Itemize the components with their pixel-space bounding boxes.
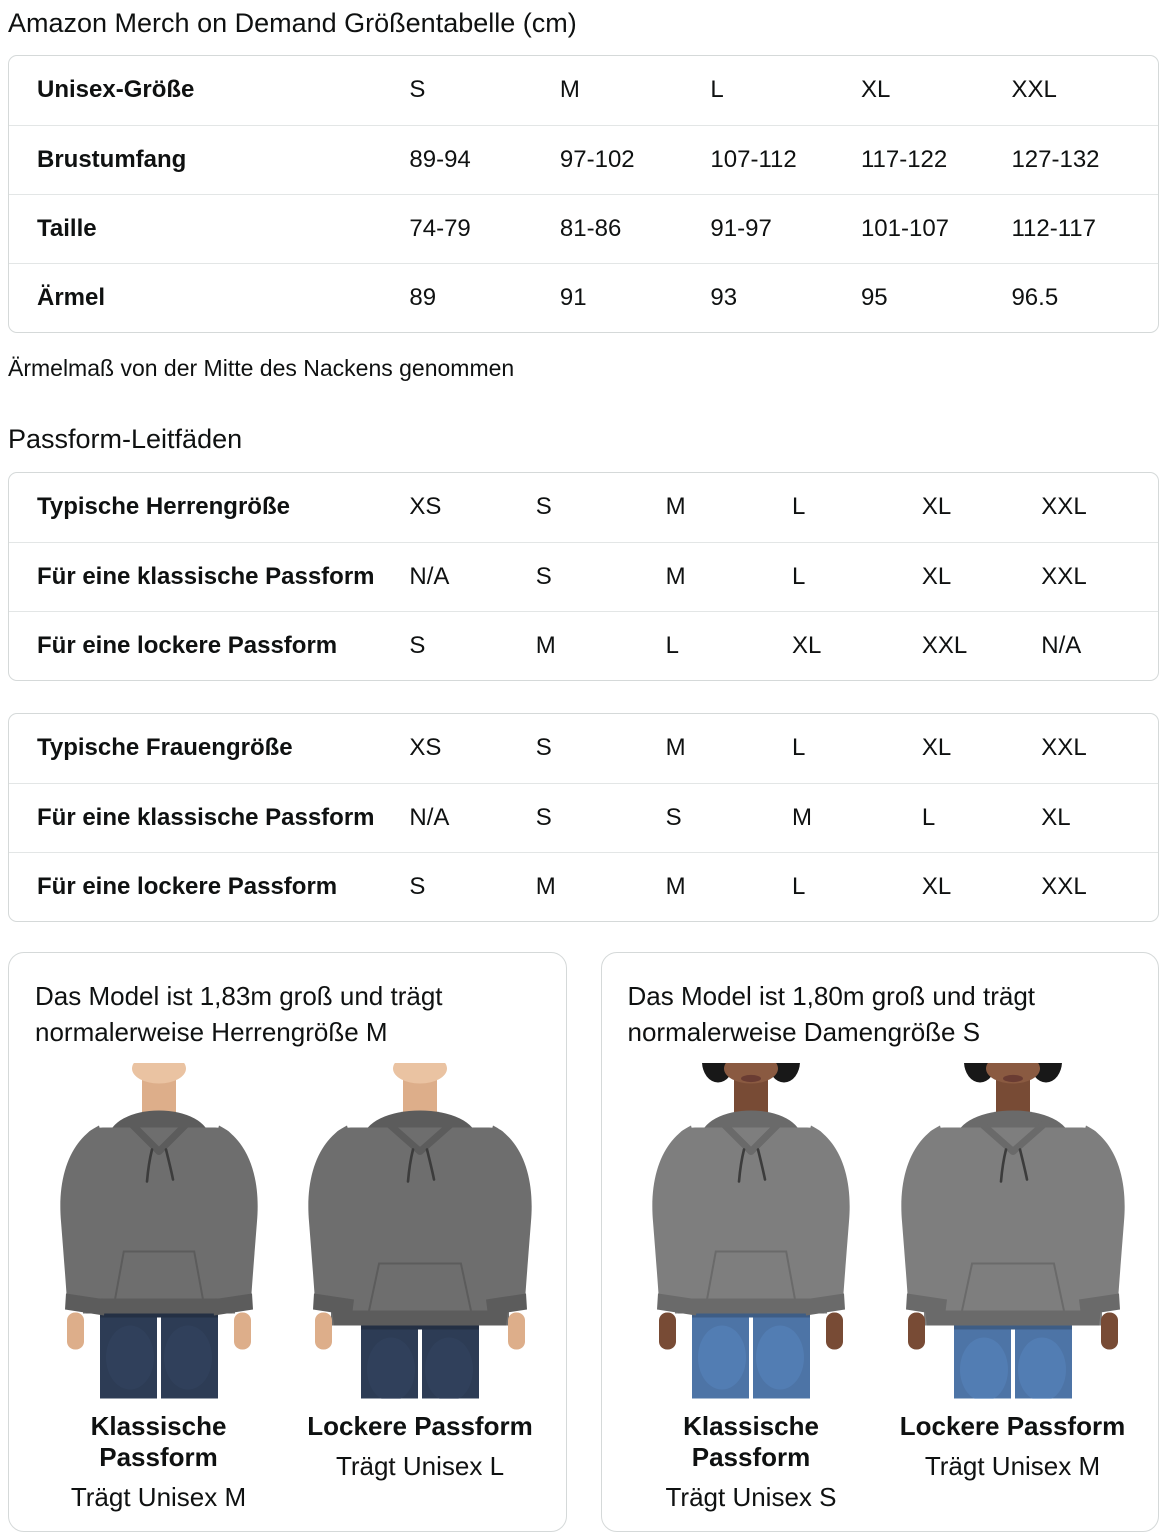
row-value: N/A [1041, 631, 1082, 659]
row-label: Für eine klassische Passform [37, 803, 375, 831]
row-value: 101-107 [860, 214, 950, 242]
row-value: 127-132 [1011, 145, 1100, 173]
row-value: S [409, 872, 426, 900]
card-description: Das Model ist 1,83m groß und trägt normalerweise Herrengröße M [35, 981, 443, 1047]
row-value: 95 [860, 283, 888, 311]
row-value: 91-97 [710, 214, 772, 242]
row-value: 74-79 [409, 214, 471, 242]
row-value: S [535, 493, 552, 521]
row-value: M [535, 631, 556, 659]
size-caption: Trägt Unisex S [665, 1481, 837, 1512]
size-table-grid [9, 56, 1158, 332]
row-value: XS [409, 493, 442, 521]
row-value: XL [791, 631, 822, 659]
row-label: Für eine lockere Passform [37, 872, 338, 900]
row-value: L [791, 562, 806, 590]
row-value: 81-86 [559, 214, 622, 242]
model-photo [295, 1063, 545, 1399]
row-value: XL [921, 493, 952, 521]
row-value: XXL [1041, 872, 1087, 900]
row-value: M [665, 734, 686, 762]
fit-caption: Klassische Passform [683, 1410, 819, 1472]
row-value: XL [921, 734, 952, 762]
row-label: Typische Herrengröße [37, 493, 290, 521]
model-cards [8, 952, 1159, 1532]
model-card-women [601, 952, 1160, 1532]
model-photo [34, 1063, 284, 1399]
table-row [9, 542, 1158, 611]
row-value: N/A [409, 562, 450, 590]
row-label: Für eine lockere Passform [37, 631, 338, 659]
model-photo [888, 1063, 1138, 1399]
table-row [9, 263, 1158, 332]
row-label: Typische Frauengröße [37, 734, 293, 762]
fit-caption: Lockere Passform [899, 1410, 1126, 1441]
row-value: L [791, 493, 806, 521]
row-value: XXL [1041, 493, 1087, 521]
fit-table-men-grid [9, 473, 1158, 680]
row-value: M [559, 76, 580, 104]
model-photo [626, 1063, 876, 1399]
row-value: L [710, 76, 724, 104]
table-row [9, 714, 1158, 783]
table-row [9, 194, 1158, 263]
row-value: XL [921, 562, 952, 590]
size-caption: Trägt Unisex L [335, 1450, 505, 1481]
model-loose-men [295, 1063, 546, 1513]
row-value: XL [860, 76, 891, 104]
row-value: XS [409, 734, 442, 762]
row-label: Unisex-Größe [37, 76, 195, 104]
row-label: Für eine klassische Passform [37, 562, 375, 590]
size-caption: Trägt Unisex M [924, 1450, 1101, 1481]
row-value: S [535, 803, 552, 831]
row-value: N/A [409, 803, 450, 831]
table-row [9, 125, 1158, 194]
model-card-men [8, 952, 567, 1532]
table-row [9, 56, 1158, 125]
card-description: Das Model ist 1,80m groß und trägt normalerweise Damengröße S [627, 981, 1036, 1047]
table-row [9, 852, 1158, 921]
model-classic-men [33, 1063, 284, 1513]
row-value: 107-112 [710, 145, 797, 173]
row-value: XL [921, 872, 952, 900]
row-value: XXL [1041, 734, 1087, 762]
fit-table-men [8, 472, 1159, 681]
row-value: S [409, 76, 426, 104]
row-value: M [665, 562, 686, 590]
row-value: 96.5 [1011, 283, 1059, 311]
row-value: 91 [559, 283, 587, 311]
row-value: XXL [1011, 76, 1057, 104]
row-value: 93 [710, 283, 738, 311]
row-value: S [409, 631, 426, 659]
row-label: Ärmel [37, 283, 106, 311]
row-value: L [791, 872, 806, 900]
size-caption: Trägt Unisex M [70, 1481, 247, 1512]
row-value: M [791, 803, 812, 831]
row-value: M [535, 872, 556, 900]
row-value: M [665, 872, 686, 900]
row-value: M [665, 493, 686, 521]
row-value: 97-102 [559, 145, 635, 173]
table-row [9, 783, 1158, 852]
row-value: L [921, 803, 936, 831]
row-value: 89-94 [409, 145, 471, 173]
fit-table-women-grid [9, 714, 1158, 921]
fit-caption: Lockere Passform [307, 1410, 533, 1441]
fit-caption: Klassische Passform [90, 1410, 227, 1472]
model-classic-women [626, 1063, 877, 1513]
row-value: XXL [1041, 562, 1087, 590]
row-value: S [535, 562, 552, 590]
row-value: 89 [409, 283, 437, 311]
row-value: L [791, 734, 806, 762]
table-row [9, 611, 1158, 680]
row-value: 117-122 [860, 145, 948, 173]
row-label: Taille [37, 214, 97, 242]
row-value: XXL [921, 631, 968, 659]
row-value: L [665, 631, 679, 659]
sleeve-measure-note: Ärmelmaß von der Mitte des Nackens genommen [8, 355, 515, 381]
fit-guides-heading: Passform-Leitfäden [8, 424, 243, 454]
row-value: XL [1041, 803, 1071, 831]
row-value: S [665, 803, 682, 831]
fit-table-women [8, 713, 1159, 922]
size-table [8, 55, 1159, 333]
model-loose-women [887, 1063, 1138, 1513]
table-row [9, 473, 1158, 542]
row-value: S [535, 734, 552, 762]
row-value: 112-117 [1011, 214, 1096, 242]
row-label: Brustumfang [37, 145, 187, 173]
page-title: Amazon Merch on Demand Größentabelle (cm) [8, 8, 577, 38]
